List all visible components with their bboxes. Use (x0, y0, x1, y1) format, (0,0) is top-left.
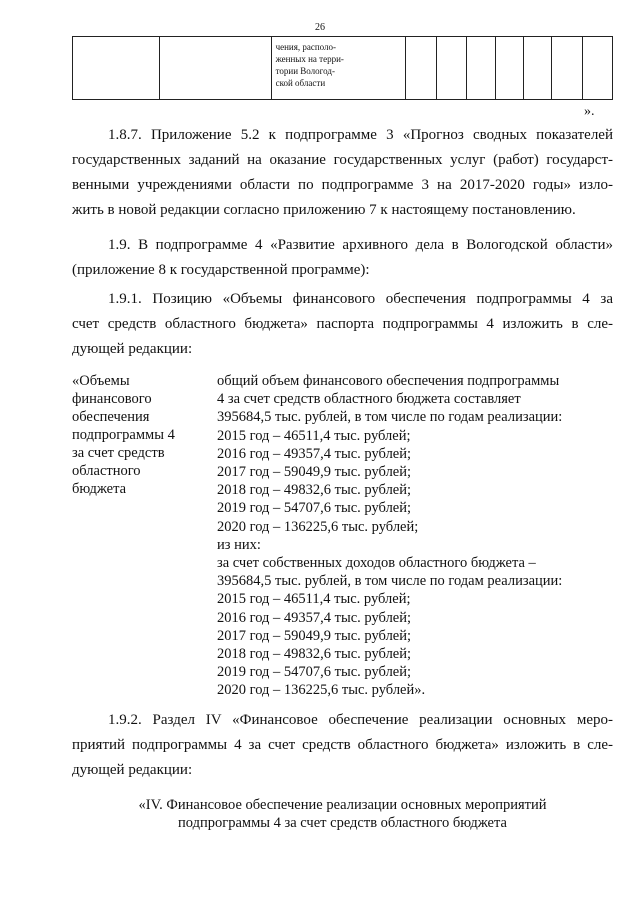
table-cell (582, 37, 612, 100)
table-cell (271, 37, 406, 100)
table-fragment (72, 36, 613, 100)
table-cell (73, 37, 160, 100)
passport-label: «Объемы финансового обеспечения подпрограммы 4 за счет средств областного бюджета (72, 373, 175, 497)
table-cell (552, 37, 582, 100)
table-cell (523, 37, 551, 100)
page-number: 26 (315, 22, 325, 33)
table-cell-text: чения, располо- женных на терри- тории Вологод- ской области (275, 42, 344, 88)
closing-quote: ». (584, 104, 595, 119)
table-cell (495, 37, 523, 100)
table-cell (436, 37, 466, 100)
table-cell (160, 37, 272, 100)
table-cell (467, 37, 495, 100)
passport-body: общий объем финансового обеспечения подпрограммы 4 за счет средств областного бюджета составляет 395684,5 тыс. рублей, в том числе по годам реализации: 2015 год – 46511,4 тыс. рублей; 2016 год – 49357,4 тыс. рублей; 2017 год – 59049,9 тыс. рублей; 2018 год – 49832,6 тыс. рублей; 2019 год – 54707,6 тыс. рублей; 2020 год – 136225,6 тыс. рублей; из них: за счет собственных доходов областного бюджета – 395684,5 тыс. рублей, в том числе по годам реализации: 2015 год – 46511,4 тыс. рублей; 2016 год – 49357,4 тыс. рублей; 2017 год – 59049,9 тыс. рублей; 2018 год – 49832,6 тыс. рублей; 2019 год – 54707,6 тыс. рублей; 2020 год – 136225,6 тыс. рублей». (217, 373, 563, 699)
paragraph-1-8-7: 1.8.7. Приложение 5.2 к подпрограмме 3 «Прогноз сводных показателей государственных заданий на оказание государственных услуг (работ) государст- венными учреждениями области по подпрограмме 3 на 2017-2020 годы» изло- жить в новой редакции согласно приложению 7 к настоящему постановлению. (72, 127, 613, 218)
paragraph-1-9: 1.9. В подпрограмме 4 «Развитие архивного дела в Вологодской области» (приложение 8 к государственной программе): (72, 237, 613, 278)
paragraph-1-9-2: 1.9.2. Раздел IV «Финансовое обеспечение реализации основных меро- приятий подпрограммы 4 за счет средств областного бюджета» изложить в сле- дующей редакции: (72, 712, 613, 778)
paragraph-1-9-1: 1.9.1. Позицию «Объемы финансового обеспечения подпрограммы 4 за счет средств областного бюджета» паспорта подпрограммы 4 изложить в сле- дующей редакции: (72, 291, 613, 357)
table-row (73, 37, 613, 100)
table-cell (406, 37, 436, 100)
section-heading: «IV. Финансовое обеспечение реализации основных мероприятий подпрограммы 4 за счет средств областного бюджета (138, 797, 547, 831)
